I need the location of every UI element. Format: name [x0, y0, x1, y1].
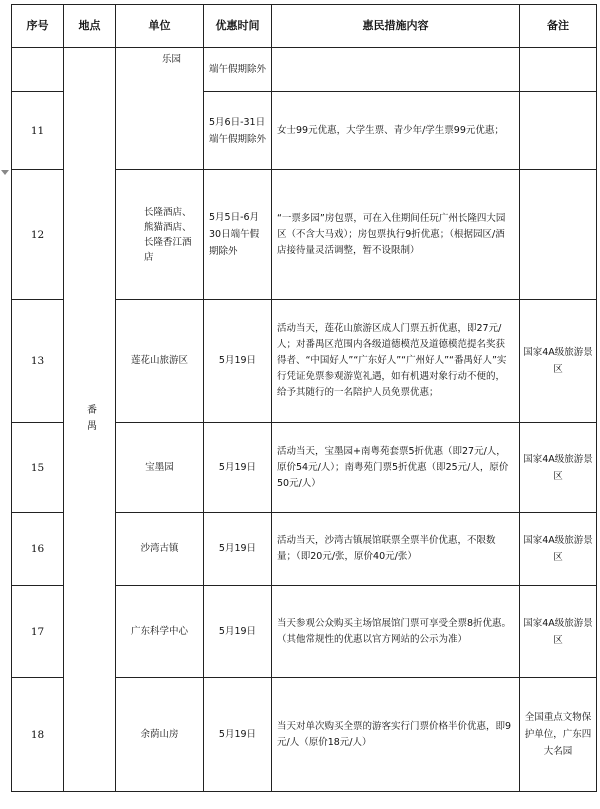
- row-no: 13: [12, 300, 64, 423]
- margin-marker-icon: [1, 170, 9, 175]
- unit-name: 余荫山房: [140, 728, 179, 740]
- row-remarks: [520, 170, 597, 300]
- location-label: 番禺: [84, 403, 96, 436]
- row-measures: 女士99元优惠，大学生票、青少年/学生票99元优惠；: [272, 92, 520, 170]
- unit-cell: [116, 513, 204, 586]
- row-time: 端午假期除外: [204, 48, 272, 92]
- table-header-row: [12, 5, 597, 48]
- row-remarks: 国家4A级旅游景区: [520, 513, 597, 586]
- unit-cell: [116, 678, 204, 792]
- table-row: [12, 48, 597, 92]
- unit-cell: [116, 300, 204, 423]
- policy-table-page: [11, 4, 596, 792]
- row-remarks: 国家4A级旅游景区: [520, 300, 597, 423]
- header-remarks: 备注: [520, 5, 597, 48]
- location-cell: [64, 48, 116, 792]
- row-no: 12: [12, 170, 64, 300]
- unit-name: 长隆酒店、熊猫酒店、长隆香江酒店: [144, 206, 192, 263]
- header-no: 序号: [12, 5, 64, 48]
- row-measures: [272, 48, 520, 92]
- row-no: 18: [12, 678, 64, 792]
- row-measures: 活动当天，沙湾古镇展馆联票全票半价优惠，不限数量；（即20元/张，原价40元/张）: [272, 513, 520, 586]
- unit-name: 沙湾古镇: [140, 543, 179, 554]
- header-unit: 单位: [116, 5, 204, 48]
- unit-cell-park: [116, 48, 204, 170]
- row-time: 5月19日: [204, 586, 272, 678]
- row-no: 17: [12, 586, 64, 678]
- unit-cell-hotels: [116, 170, 204, 300]
- unit-cell: [116, 586, 204, 678]
- row-measures: 活动当天，宝墨园+南粤苑套票5折优惠（即27元/人，原价54元/人）；南粤苑门票5折优惠（即25元/人，原价50元/人）: [272, 423, 520, 513]
- row-time: 5月19日: [204, 513, 272, 586]
- row-no: 11: [12, 92, 64, 170]
- header-location: 地点: [64, 5, 116, 48]
- row-remarks: 国家4A级旅游景区: [520, 586, 597, 678]
- row-measures: 当天参观公众购买主场馆展馆门票可享受全票8折优惠。（其他常规性的优惠以官方网站的公示为准）: [272, 586, 520, 678]
- row-measures: 当天对单次购买全票的游客实行门票价格半价优惠，即9元/人（原价18元/人）: [272, 678, 520, 792]
- unit-name: 广东科学中心: [130, 625, 188, 637]
- unit-cell: [116, 423, 204, 513]
- header-time: 优惠时间: [204, 5, 272, 48]
- row-measures: “一票多园”房包票，可在入住期间任玩广州长隆四大园区（不含大马戏）；房包票执行9折优惠；（根据园区/酒店接待量灵活调整，暂不设限制）: [272, 170, 520, 300]
- discount-measures-table: [11, 4, 597, 792]
- row-remarks: [520, 48, 597, 92]
- row-time: 5月19日: [204, 678, 272, 792]
- row-no: [12, 48, 64, 92]
- row-time: 5月19日: [204, 300, 272, 423]
- row-remarks: 全国重点文物保护单位，广东四大名园: [520, 678, 597, 792]
- row-time: 5月19日: [204, 423, 272, 513]
- row-time: 5月5日-6月30日端午假期除外: [204, 170, 272, 300]
- row-remarks: [520, 92, 597, 170]
- row-time: 5月6日-31日端午假期除外: [204, 92, 272, 170]
- row-measures: 活动当天，莲花山旅游区成人门票五折优惠，即27元/人；对番禺区范围内各级道德模范及道德模范提名奖获得者、“中国好人”“广东好人”“广州好人”“番禺好人”实行凭证免票参观游览礼遇，如有机遇对象行动不便的，给予其随行的一名陪护人员免票优惠；: [272, 300, 520, 423]
- unit-name: 乐园: [161, 54, 181, 65]
- row-no: 15: [12, 423, 64, 513]
- unit-name: 莲花山旅游区: [130, 355, 188, 366]
- header-measures: 惠民措施内容: [272, 5, 520, 48]
- unit-name: 宝墨园: [145, 461, 174, 473]
- row-remarks: 国家4A级旅游景区: [520, 423, 597, 513]
- row-no: 16: [12, 513, 64, 586]
